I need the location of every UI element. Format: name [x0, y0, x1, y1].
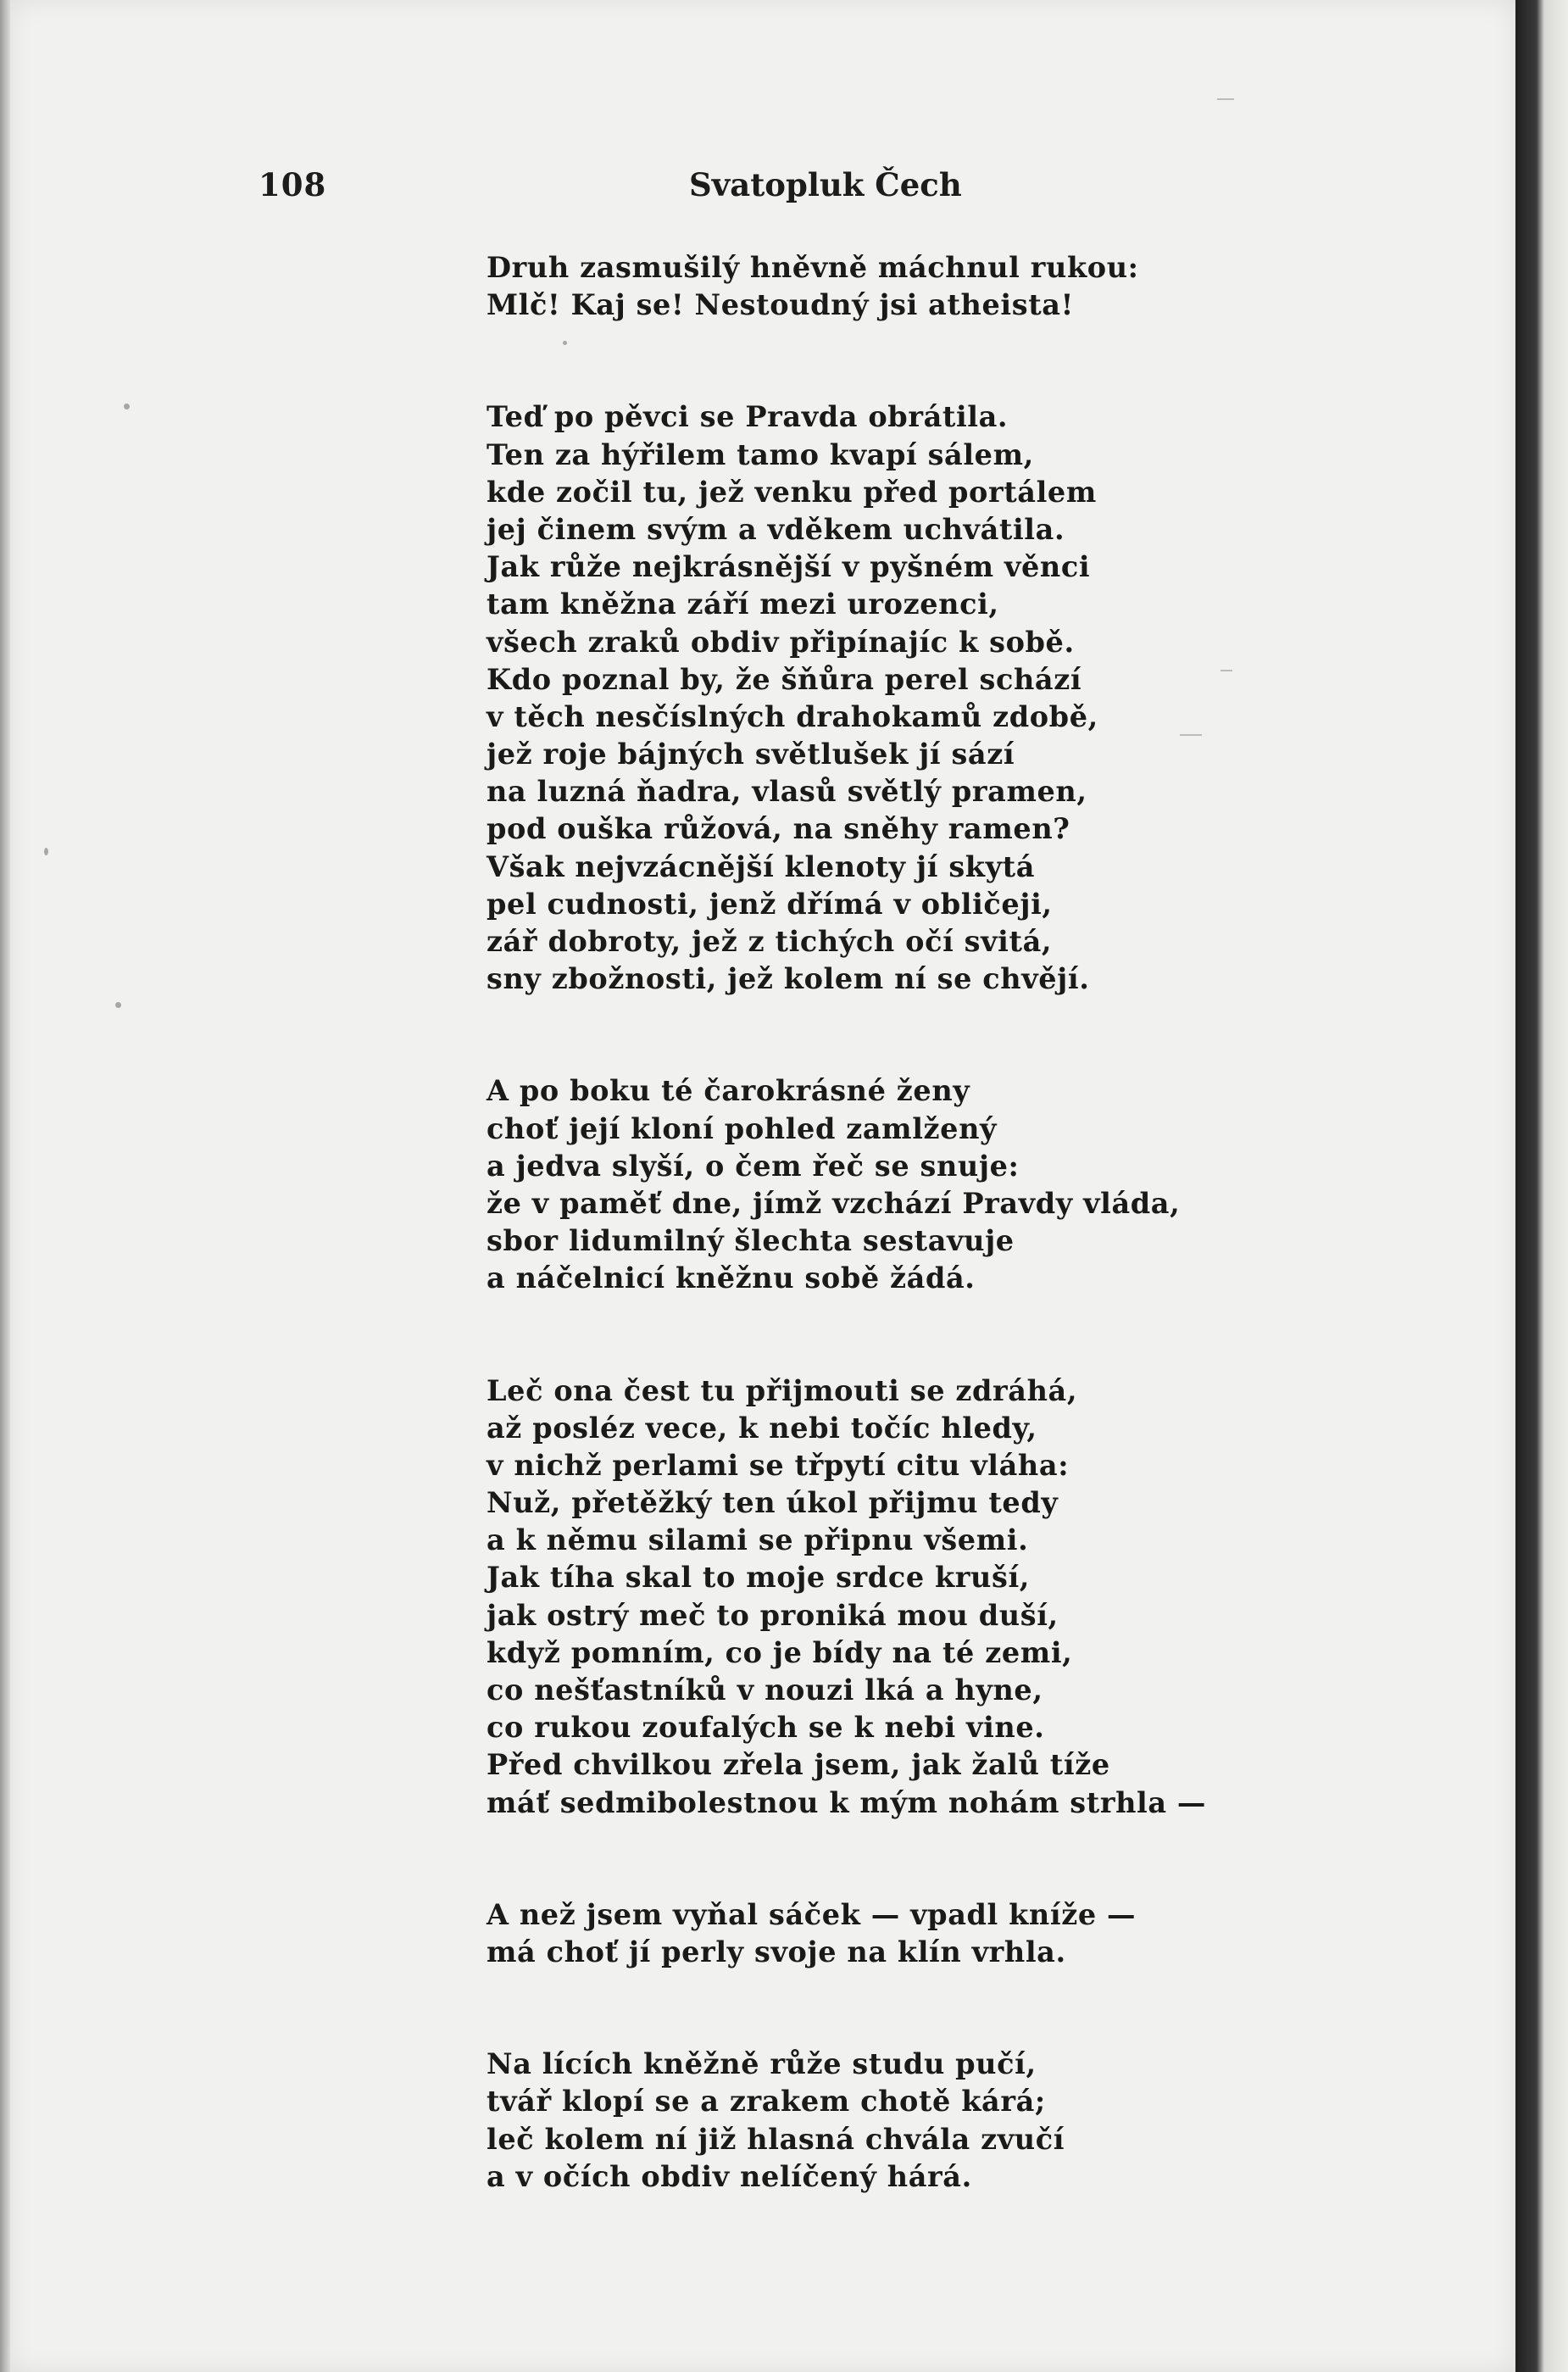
- poem-line: A po boku té čarokrásné ženy: [487, 1074, 970, 1108]
- poem-line: Na lících kněžně růže studu pučí,: [487, 2047, 1037, 2081]
- poem-line: Jak tíha skal to moje srdce kruší,: [487, 1561, 1031, 1595]
- poem-line: a náčelnicí kněžnu sobě žádá.: [487, 1261, 976, 1295]
- stanza: [487, 2046, 1419, 2196]
- poem-line: sny zbožnosti, jež kolem ní se chvějí.: [487, 962, 1090, 996]
- poem-line: na luzná ňadra, vlasů světlý pramen,: [487, 775, 1087, 809]
- poem-line: Před chvilkou zřela jsem, jak žalů tíže: [487, 1748, 1110, 1782]
- poem-line: že v paměť dne, jímž vzchází Pravdy vláda,: [487, 1186, 1181, 1220]
- scan-right-edge: [1515, 0, 1568, 2372]
- scan-speck: [44, 848, 48, 855]
- stanza: [487, 398, 1419, 998]
- poem-line: Ten za hýřilem tamo kvapí sálem,: [487, 437, 1034, 471]
- scan-mark: [1217, 98, 1234, 100]
- poem-line: leč kolem ní již hlasná chvála zvučí: [487, 2122, 1065, 2156]
- poem-line: A než jsem vyňal sáček — vpadl kníže —: [487, 1897, 1137, 1931]
- poem-line: pel cudnosti, jenž dřímá v obličeji,: [487, 887, 1053, 921]
- poem-line: Nuž, přetěžký ten úkol přijmu tedy: [487, 1486, 1059, 1520]
- poem-line: kde zočil tu, jež venku před portálem: [487, 475, 1097, 509]
- scan-speck: [124, 404, 130, 409]
- stanza: [487, 1373, 1419, 1822]
- poem-line: jej činem svým a vděkem uchvátila.: [487, 512, 1065, 546]
- poem-line: má choť jí perly svoje na klín vrhla.: [487, 1935, 1066, 1968]
- poem-line: a v očích obdiv nelíčený hárá.: [487, 2159, 972, 2193]
- poem-line: jež roje bájných světlušek jí sází: [487, 738, 1015, 771]
- poem-line: v těch nesčíslných drahokamů zdobě,: [487, 699, 1098, 733]
- poem-line: Teď po pěvci se Pravda obrátila.: [487, 400, 1009, 434]
- poem-line: a k němu silami se připnu všemi.: [487, 1523, 1029, 1557]
- scan-speck: [115, 1002, 121, 1008]
- poem-line: a jedva slyší, o čem řeč se snuje:: [487, 1149, 1020, 1183]
- poem-line: pod ouška růžová, na sněhy ramen?: [487, 812, 1070, 846]
- poem-line: všech zraků obdiv připínajíc k sobě.: [487, 625, 1075, 659]
- stanza: [487, 249, 1419, 324]
- poem-line: co rukou zoufalých se k nebi vine.: [487, 1711, 1045, 1745]
- page-number: 108: [259, 166, 327, 203]
- poem-line: až posléz vece, k nebi točíc hledy,: [487, 1411, 1037, 1445]
- poem-line: Druh zasmušilý hněvně máchnul rukou:: [487, 251, 1139, 284]
- poem-line: v nichž perlami se třpytí citu vláha:: [487, 1448, 1070, 1482]
- poem-line: když pomním, co je bídy na té zemi,: [487, 1635, 1073, 1669]
- stanza: [487, 1072, 1419, 1297]
- stanza: [487, 1896, 1419, 1971]
- running-head: Svatopluk Čech: [689, 166, 962, 203]
- poem-line: máť sedmibolestnou k mým nohám strhla —: [487, 1785, 1207, 1819]
- poem-line: Leč ona čest tu přijmouti se zdráhá,: [487, 1373, 1078, 1407]
- poem-line: sbor lidumilný šlechta sestavuje: [487, 1224, 1015, 1258]
- poem-line: choť její kloní pohled zamlžený: [487, 1111, 998, 1145]
- poem-line: Jak růže nejkrásnější v pyšném věnci: [487, 550, 1091, 584]
- poem-text: [487, 249, 1419, 2196]
- poem-line: Kdo poznal by, že šňůra perel schází: [487, 662, 1082, 696]
- poem-line: Však nejvzácnější klenoty jí skytá: [487, 849, 1036, 883]
- poem-line: Mlč! Kaj se! Nestoudný jsi atheista!: [487, 288, 1074, 322]
- poem-line: zář dobroty, jež z tichých očí svitá,: [487, 925, 1053, 958]
- poem-line: tvář klopí se a zrakem chotě kárá;: [487, 2085, 1046, 2119]
- poem-line: jak ostrý meč to proniká mou duší,: [487, 1598, 1059, 1632]
- poem-line: tam kněžna září mezi urozenci,: [487, 587, 999, 621]
- poem-line: co nešťastníků v nouzi lká a hyne,: [487, 1673, 1043, 1707]
